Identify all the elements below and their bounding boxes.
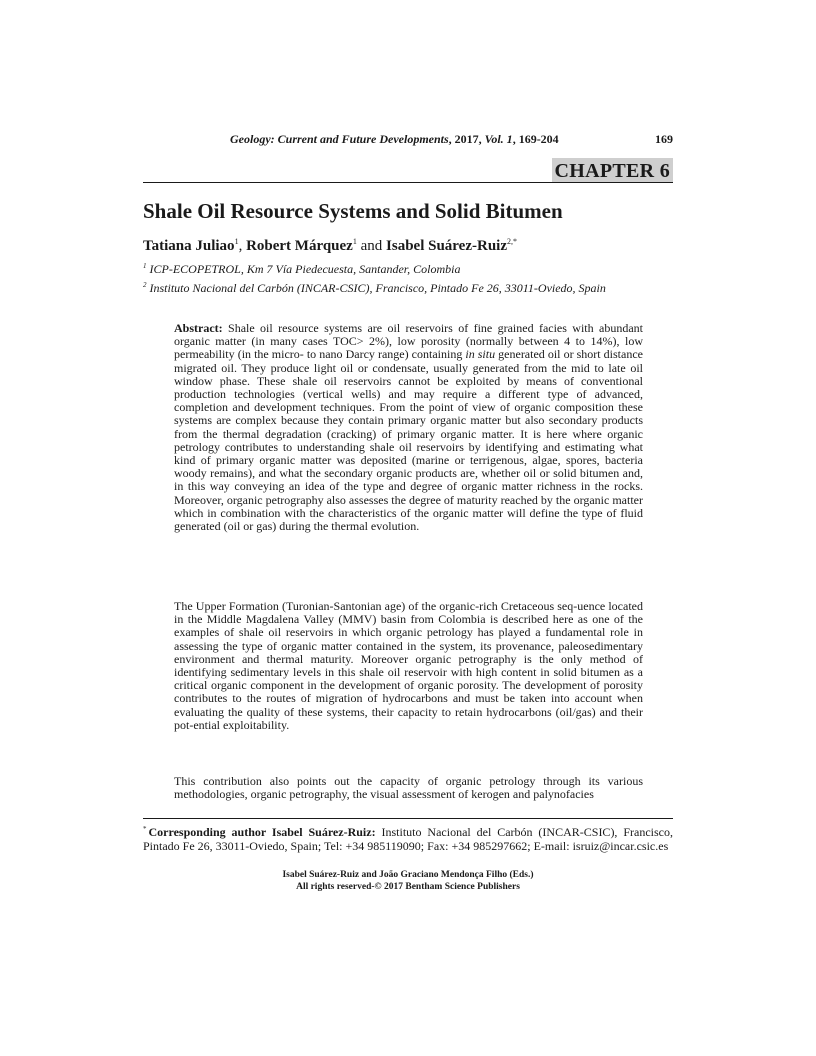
author-affiliation-mark: 1 xyxy=(234,237,239,246)
journal-name: Geology: Current and Future Developments xyxy=(230,132,449,146)
journal-citation xyxy=(230,132,559,147)
author-affiliation-mark: 1 xyxy=(352,237,357,246)
chapter-label: CHAPTER 6 xyxy=(552,158,673,183)
footnote-text: Instituto Nacional del Carbón (INCAR-CSIC), Francisco, Pintado Fe 26, 33011-Oviedo, Spain; Tel: +34 985119090; Fax: +34 985297662; E-mail: isruiz@incar.csic.es xyxy=(143,825,673,853)
body-paragraph: The Upper Formation (Turonian-Santonian age) of the organic-rich Cretaceous seq-uence located in the Middle Magdalena Valley (MMV) basin from Colombia is described here as one of the examples of shale oil reservoirs in which organic petrology has played a fundamental role in assessing the type of organic matter contained in the system, its provenance, paleosedimentary environment and thermal maturity. Moreover organic petrography is the only method of identifying sedimentary levels in this shale oil reservoir with high content in solid bitumen as a critical organic component in the development of organic porosity. The development of porosity contributes to the routes of migration of hydrocarbons and must be taken into account when evaluating the quality of these systems, their capacity to retain hydrocarbons (oil/gas) and their pot-ential exploitability. xyxy=(174,599,643,732)
author-name: Robert Márquez xyxy=(246,238,353,254)
page-number: 169 xyxy=(655,132,673,146)
abstract xyxy=(174,322,643,533)
affiliation-mark: 2 xyxy=(143,281,147,289)
abstract-label: Abstract: xyxy=(174,321,223,335)
author-separator: and xyxy=(356,238,387,254)
body-paragraph: This contribution also points out the capacity of organic petrology through its various methodologies, organic petrography, the visual assessment of kerogen and palynofacies xyxy=(174,774,643,802)
footnote-mark: * xyxy=(143,825,147,833)
journal-pages: , 169-204 xyxy=(512,132,559,146)
journal-volume: Vol. 1 xyxy=(484,132,513,146)
chapter-title: Shale Oil Resource Systems and Solid Bitumen xyxy=(143,199,563,223)
affiliation xyxy=(143,262,460,277)
editors-line: Isabel Suárez-Ruiz and João Graciano Mendonça Filho (Eds.) xyxy=(282,870,534,880)
abstract-text: Shale oil resource systems are oil reservoirs of fine grained facies with abundant organic matter (in many cases TOC> 2%), low porosity (normally between 4 to 14%), low permeability (in the micro- to nano Darcy range) containing xyxy=(174,321,643,362)
author-separator: , xyxy=(238,238,247,254)
affiliation xyxy=(143,281,606,296)
author-affiliation-mark: 2,* xyxy=(507,237,517,246)
author-list xyxy=(143,237,517,255)
journal-year: , 2017, xyxy=(448,132,485,146)
abstract-italic-term: in situ xyxy=(465,347,496,362)
footnote-divider xyxy=(143,818,673,819)
book-credits xyxy=(143,869,673,893)
chapter-divider xyxy=(143,182,673,183)
author-name: Tatiana Juliao xyxy=(143,238,235,254)
copyright-line: All rights reserved-© 2017 Bentham Science Publishers xyxy=(296,882,520,892)
affiliation-mark: 1 xyxy=(143,262,147,270)
abstract-text: generated oil or short distance migrated oil. They produce light oil or condensate, usually generated from the mid to late oil window phase. These shale oil reservoirs cannot be exploited by means of conventional production technologies (vertical wells) and may require a different type of advanced, completion and development techniques. From the point of view of organic composition these systems are complex because they contain primary organic matter but also secondary products from the thermal degradation (cracking) of primary organic matter. It is here where organic petrology contributes to understanding shale oil reservoirs by identifying and estimating what kind of primary organic matter was deposited (marine or terrigenous, algae, spores, bacteria woody remains), and what the secondary organic products are, whether oil or solid bitumen and, in this way conveying an idea of the type and degree of organic matter richness in the rocks. Moreover, organic petrography also assesses the degree of maturity reached by the organic matter which in combination with the characteristics of the organic matter will define the type of fluid generated (oil or gas) during the thermal evolution. xyxy=(174,347,643,534)
footnote-label: Corresponding author Isabel Suárez-Ruiz: xyxy=(148,825,376,839)
footnote xyxy=(143,823,673,853)
affiliation-text: ICP-ECOPETROL, Km 7 Vía Piedecuesta, Santander, Colombia xyxy=(149,262,461,276)
affiliation-text: Instituto Nacional del Carbón (INCAR-CSIC), Francisco, Pintado Fe 26, 33011-Oviedo, Spain xyxy=(149,281,606,295)
author-name: Isabel Suárez-Ruiz xyxy=(386,238,507,254)
